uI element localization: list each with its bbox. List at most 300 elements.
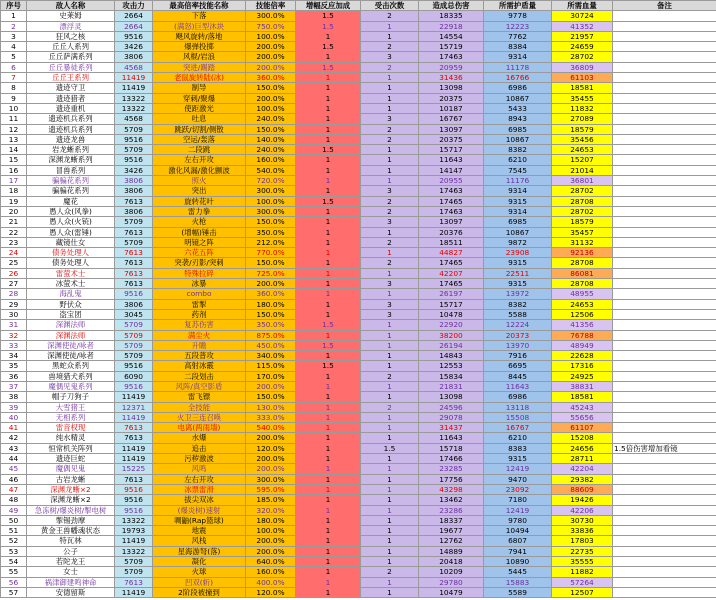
table-cell: 2阶段被撞到 <box>153 587 246 597</box>
table-cell: 15208 <box>552 433 613 443</box>
table-row <box>1 279 716 289</box>
table-cell: 1 <box>296 330 361 340</box>
table-cell: 55 <box>1 567 27 577</box>
column-header: 增幅反应加成 <box>296 1 361 11</box>
table-cell: 20955 <box>419 176 484 186</box>
table-cell <box>613 546 716 556</box>
table-cell: 52 <box>1 536 27 546</box>
table-cell: 38 <box>1 392 27 402</box>
table-cell: 1 <box>296 546 361 556</box>
table-cell: 愚人众(火铳) <box>27 217 115 227</box>
table-cell: 1 <box>361 155 419 165</box>
table-cell: 1 <box>296 31 361 41</box>
table-cell: 1 <box>361 21 419 31</box>
table-cell <box>613 474 716 484</box>
table-cell: 7613 <box>115 227 153 237</box>
table-cell: 5 <box>1 52 27 62</box>
table-cell: 11419 <box>115 392 153 402</box>
table-cell: 1.5 <box>296 11 361 21</box>
table-cell: 17756 <box>419 474 484 484</box>
table-row <box>1 309 716 319</box>
table-cell: 11419 <box>115 587 153 597</box>
table-cell: 冰票雷滑 <box>153 484 246 494</box>
table-cell: 旋转花叶 <box>153 196 246 206</box>
table-cell: 17465 <box>419 196 484 206</box>
table-cell: 魔偶见鬼 <box>27 464 115 474</box>
table-cell: 200.0% <box>246 381 296 391</box>
table-cell: 6090 <box>115 371 153 381</box>
table-cell: 风鸣 <box>153 464 246 474</box>
table-cell: 450.0% <box>246 340 296 350</box>
table-cell: 啁鼬(Rap篮球) <box>153 515 246 525</box>
table-row <box>1 42 716 52</box>
table-cell: 13322 <box>115 546 153 556</box>
table-cell: 3 <box>361 217 419 227</box>
table-cell: 9780 <box>484 515 552 525</box>
table-cell: 40 <box>1 412 27 422</box>
table-cell: (爆炎树)速射 <box>153 505 246 515</box>
table-cell: 18511 <box>419 237 484 247</box>
table-cell: 1 <box>296 52 361 62</box>
table-cell: 1 <box>361 474 419 484</box>
table-cell: 11419 <box>115 73 153 83</box>
table-cell: 17 <box>1 176 27 186</box>
table-cell: 全技能 <box>153 402 246 412</box>
table-cell: 1 <box>296 454 361 464</box>
table-cell: 27089 <box>552 114 613 124</box>
table-row <box>1 423 716 433</box>
table-cell: 14147 <box>419 165 484 175</box>
table-cell: 1 <box>361 464 419 474</box>
table-cell: 540.0% <box>246 423 296 433</box>
table-cell: 凝化 <box>153 557 246 567</box>
table-cell: 27 <box>1 279 27 289</box>
table-cell: 88609 <box>552 484 613 494</box>
table-cell: 100.0% <box>246 526 296 536</box>
table-cell: 350.0% <box>246 320 296 330</box>
table-row <box>1 145 716 155</box>
table-cell: 1 <box>296 217 361 227</box>
table-cell: 42207 <box>419 268 484 278</box>
table-cell: 1 <box>296 206 361 216</box>
table-cell: 26 <box>1 268 27 278</box>
table-cell: 1.5 <box>296 42 361 52</box>
table-cell: 36 <box>1 371 27 381</box>
table-cell: 丘丘人系列 <box>27 42 115 52</box>
table-cell: 18 <box>1 186 27 196</box>
table-cell: 31437 <box>419 423 484 433</box>
table-cell: 六花五阵 <box>153 248 246 258</box>
table-cell <box>613 206 716 216</box>
table-cell: 1 <box>296 237 361 247</box>
table-cell: 11176 <box>484 176 552 186</box>
table-row <box>1 495 716 505</box>
table-cell: 1.5 <box>296 196 361 206</box>
table-cell: 1 <box>296 381 361 391</box>
table-cell: 29078 <box>419 412 484 422</box>
table-cell: 11178 <box>484 62 552 72</box>
table-cell: 6695 <box>484 361 552 371</box>
table-row <box>1 62 716 72</box>
table-cell <box>613 330 716 340</box>
table-row <box>1 289 716 299</box>
table-cell <box>613 433 716 443</box>
table-cell <box>613 402 716 412</box>
column-header: 所需护盾量 <box>484 1 552 11</box>
table-cell: 13 <box>1 134 27 144</box>
table-cell: 23286 <box>419 505 484 515</box>
table-cell: 5709 <box>115 217 153 227</box>
table-cell: 1 <box>296 258 361 268</box>
table-cell: 15207 <box>552 155 613 165</box>
table-cell: 160.0% <box>246 567 296 577</box>
table-cell: 200.0% <box>246 546 296 556</box>
table-cell: 28 <box>1 289 27 299</box>
table-cell: 藏镜仕女 <box>27 237 115 247</box>
table-cell: 7613 <box>115 268 153 278</box>
table-cell: 19677 <box>419 526 484 536</box>
table-cell: 盗宝团 <box>27 309 115 319</box>
table-cell: 9516 <box>115 31 153 41</box>
table-cell: 突进/踢踏 <box>153 62 246 72</box>
table-row <box>1 361 716 371</box>
table-cell: 1.5 <box>296 21 361 31</box>
table-cell: 15719 <box>419 42 484 52</box>
table-cell: 8383 <box>484 443 552 453</box>
table-row <box>1 557 716 567</box>
table-row <box>1 114 716 124</box>
table-cell: 11419 <box>115 454 153 464</box>
table-cell: 9516 <box>115 505 153 515</box>
column-header: 攻击力 <box>115 1 153 11</box>
table-cell <box>613 361 716 371</box>
table-cell: 7545 <box>484 165 552 175</box>
table-cell: 骗骗花系列 <box>27 186 115 196</box>
table-cell: 1.5 <box>361 443 419 453</box>
table-cell: 空运/轰落 <box>153 134 246 144</box>
table-cell: 2 <box>361 258 419 268</box>
table-cell: 骗骗花系列 <box>27 176 115 186</box>
table-cell: 22735 <box>552 546 613 556</box>
table-cell: 雷掣 <box>153 299 246 309</box>
table-cell: 38200 <box>419 330 484 340</box>
table-cell <box>613 557 716 567</box>
table-cell: 深渊使徒/咏者 <box>27 351 115 361</box>
table-cell: 追击 <box>153 443 246 453</box>
table-cell: 深渊龙蜥系列 <box>27 155 115 165</box>
table-cell: 狂风之核 <box>27 31 115 41</box>
table-cell: 39 <box>1 402 27 412</box>
table-cell: 33836 <box>552 526 613 536</box>
table-cell: 6210 <box>484 155 552 165</box>
table-cell: 大雪猪王 <box>27 402 115 412</box>
table-row <box>1 31 716 41</box>
table-cell: 1 <box>361 423 419 433</box>
table-row <box>1 165 716 175</box>
table-cell: 22918 <box>419 21 484 31</box>
table-cell: 18579 <box>552 124 613 134</box>
table-cell: 3806 <box>115 186 153 196</box>
table-cell: 雷飞镖 <box>153 392 246 402</box>
table-cell: 5433 <box>484 103 552 113</box>
table-cell: 20418 <box>419 557 484 567</box>
column-header: 造成总伤害 <box>419 1 484 11</box>
table-cell: 9778 <box>484 11 552 21</box>
table-cell: 冰萤术士 <box>27 279 115 289</box>
table-cell <box>613 340 716 350</box>
table-cell: 200.0% <box>246 42 296 52</box>
table-cell: 8384 <box>484 42 552 52</box>
table-cell: 雷力拳 <box>153 206 246 216</box>
table-cell: 7613 <box>115 423 153 433</box>
table-cell: 1 <box>361 248 419 258</box>
table-cell: 遗迹守卫 <box>27 83 115 93</box>
table-cell: 150.0% <box>246 83 296 93</box>
table-cell: 1 <box>296 464 361 474</box>
table-cell: 债务处理人 <box>27 258 115 268</box>
table-cell: 跳跃/切割/侧散 <box>153 124 246 134</box>
table-cell: 150.0% <box>246 124 296 134</box>
table-cell: 41 <box>1 423 27 433</box>
table-cell: 50 <box>1 515 27 525</box>
table-cell: 100.0% <box>246 196 296 206</box>
table-cell: 2 <box>361 567 419 577</box>
table-cell: 300.0% <box>246 474 296 484</box>
table-cell: 高射冰霰 <box>153 361 246 371</box>
table-cell: 35555 <box>552 557 613 567</box>
table-cell: 1 <box>296 484 361 494</box>
table-cell <box>613 258 716 268</box>
table-cell: 1 <box>296 73 361 83</box>
table-cell: 女士 <box>27 567 115 577</box>
table-cell: 1 <box>361 392 419 402</box>
table-cell: 1 <box>296 567 361 577</box>
table-cell <box>613 217 716 227</box>
table-cell: 47 <box>1 484 27 494</box>
table-cell: 76788 <box>552 330 613 340</box>
table-cell <box>613 526 716 536</box>
table-cell: 1 <box>361 31 419 41</box>
table-cell: 7916 <box>484 351 552 361</box>
table-row <box>1 330 716 340</box>
column-header: 受击次数 <box>361 1 419 11</box>
table-cell: 17465 <box>419 279 484 289</box>
table-cell: 31436 <box>419 73 484 83</box>
table-cell: 6 <box>1 62 27 72</box>
table-cell: 28708 <box>552 196 613 206</box>
table-row <box>1 217 716 227</box>
table-cell: 150.0% <box>246 217 296 227</box>
table-cell: 冰暴 <box>153 279 246 289</box>
table-cell: 29 <box>1 299 27 309</box>
table-row <box>1 268 716 278</box>
table-row <box>1 237 716 247</box>
table-cell: 30 <box>1 309 27 319</box>
table-cell: 9516 <box>115 134 153 144</box>
table-cell: 电离(两雨墙) <box>153 423 246 433</box>
table-cell: 10890 <box>484 557 552 567</box>
table-cell: 100.0% <box>246 103 296 113</box>
table-cell: 五段普攻 <box>153 351 246 361</box>
table-cell: 3 <box>361 279 419 289</box>
table-row <box>1 83 716 93</box>
table-cell: 1 <box>296 83 361 93</box>
table-cell <box>613 505 716 515</box>
table-cell: 18581 <box>552 392 613 402</box>
table-cell: 穿刺/聚爆 <box>153 93 246 103</box>
table-cell: (增幅)锤击 <box>153 227 246 237</box>
table-cell: 7613 <box>115 196 153 206</box>
table-cell: 37 <box>1 381 27 391</box>
table-cell: 23285 <box>419 464 484 474</box>
table-cell: 24596 <box>419 402 484 412</box>
table-cell: 51 <box>1 526 27 536</box>
table-cell: 10867 <box>484 93 552 103</box>
table-cell: 5709 <box>115 145 153 155</box>
table-cell: 1 <box>296 309 361 319</box>
table-cell: 10187 <box>419 103 484 113</box>
table-cell: 18581 <box>552 83 613 93</box>
table-cell: 丘丘萨满系列 <box>27 52 115 62</box>
table-cell: 2664 <box>115 21 153 31</box>
table-cell: 1 <box>296 433 361 443</box>
table-cell: 遗迹猎者 <box>27 93 115 103</box>
table-cell: 9315 <box>484 196 552 206</box>
table-cell: 1.5 <box>296 340 361 350</box>
table-cell: 9315 <box>484 258 552 268</box>
table-cell: 10479 <box>419 587 484 597</box>
table-cell <box>613 381 716 391</box>
table-cell: 180.0% <box>246 515 296 525</box>
table-cell: 8382 <box>484 299 552 309</box>
table-cell: 20959 <box>419 62 484 72</box>
table-cell: 1 <box>296 165 361 175</box>
table-cell: 1 <box>296 392 361 402</box>
table-cell: 1 <box>361 557 419 567</box>
table-cell <box>613 351 716 361</box>
table-cell: 640.0% <box>246 557 296 567</box>
table-cell: 1 <box>361 433 419 443</box>
table-cell: 12507 <box>552 587 613 597</box>
table-cell: 53 <box>1 546 27 556</box>
table-row <box>1 186 716 196</box>
table-cell: 岩龙蜥系列 <box>27 145 115 155</box>
table-cell: 1 <box>361 484 419 494</box>
table-cell: 200.0% <box>246 536 296 546</box>
table-cell <box>613 155 716 165</box>
table-cell: 17803 <box>552 536 613 546</box>
table-cell: 13118 <box>484 402 552 412</box>
table-cell <box>613 289 716 299</box>
table-cell: 1.5 <box>296 62 361 72</box>
table-cell: 22 <box>1 227 27 237</box>
table-cell <box>613 62 716 72</box>
table-row <box>1 454 716 464</box>
table-cell: 49 <box>1 505 27 515</box>
table-cell: 86081 <box>552 268 613 278</box>
table-row <box>1 155 716 165</box>
table-cell: 595.0% <box>246 484 296 494</box>
table-cell: 二段划击 <box>153 371 246 381</box>
table-cell <box>613 587 716 597</box>
table-cell: 20375 <box>419 134 484 144</box>
table-cell: 5709 <box>115 330 153 340</box>
table-row <box>1 464 716 474</box>
table-cell: 魔偶见鬼系列 <box>27 381 115 391</box>
table-cell: 7 <box>1 73 27 83</box>
table-cell: 激化风漏/激化颤波 <box>153 165 246 175</box>
table-cell: 6210 <box>484 433 552 443</box>
table-cell <box>613 412 716 422</box>
header-row <box>1 1 716 11</box>
table-cell: 祸津御建鸣神命 <box>27 577 115 587</box>
table-cell: 240.0% <box>246 114 296 124</box>
table-cell: 1 <box>361 330 419 340</box>
table-cell: 29382 <box>552 474 613 484</box>
table-row <box>1 103 716 113</box>
table-cell: 深渊龙蜥×2 <box>27 495 115 505</box>
table-cell: 2 <box>361 196 419 206</box>
table-cell <box>613 165 716 175</box>
table-cell: 42204 <box>552 464 613 474</box>
table-cell: 28708 <box>552 279 613 289</box>
table-cell: 12419 <box>484 505 552 515</box>
table-cell: 3 <box>1 31 27 41</box>
table-cell: 300.0% <box>246 11 296 21</box>
table-cell: 22511 <box>484 268 552 278</box>
table-row <box>1 93 716 103</box>
table-cell: 41356 <box>552 320 613 330</box>
table-cell: 2664 <box>115 11 153 21</box>
table-cell: 10478 <box>419 309 484 319</box>
table-cell: 16767 <box>419 114 484 124</box>
table-cell: 350.0% <box>246 227 296 237</box>
table-cell: 丘丘暴徒系列 <box>27 62 115 72</box>
table-cell: 17463 <box>419 206 484 216</box>
table-row <box>1 134 716 144</box>
table-cell: 13097 <box>419 217 484 227</box>
table-cell: 1 <box>361 103 419 113</box>
table-cell: 安德留斯 <box>27 587 115 597</box>
table-cell: 1 <box>296 526 361 536</box>
table-cell: 1 <box>296 423 361 433</box>
table-cell: 13098 <box>419 392 484 402</box>
table-cell: 12371 <box>115 402 153 412</box>
table-cell: 28702 <box>552 52 613 62</box>
table-cell: 17466 <box>419 454 484 464</box>
table-cell: 12419 <box>484 464 552 474</box>
table-cell: 170.0% <box>246 371 296 381</box>
table-cell: 11882 <box>552 567 613 577</box>
table-cell: 纯水精灵 <box>27 433 115 443</box>
table-cell: 1 <box>296 587 361 597</box>
table-cell: 725.0% <box>246 268 296 278</box>
table-cell: 海乱鬼 <box>27 289 115 299</box>
table-cell: 突出 <box>153 186 246 196</box>
table-cell: 28702 <box>552 186 613 196</box>
table-cell: 1 <box>296 93 361 103</box>
table-cell: 下落 <box>153 11 246 21</box>
table-cell: 13322 <box>115 103 153 113</box>
table-row <box>1 176 716 186</box>
table-cell: 风棍/岩浪 <box>153 52 246 62</box>
table-cell <box>613 11 716 21</box>
table-cell: 8445 <box>484 371 552 381</box>
table-row <box>1 433 716 443</box>
table-cell: 6807 <box>484 536 552 546</box>
column-header: 备注 <box>613 1 716 11</box>
table-cell: 3 <box>361 52 419 62</box>
